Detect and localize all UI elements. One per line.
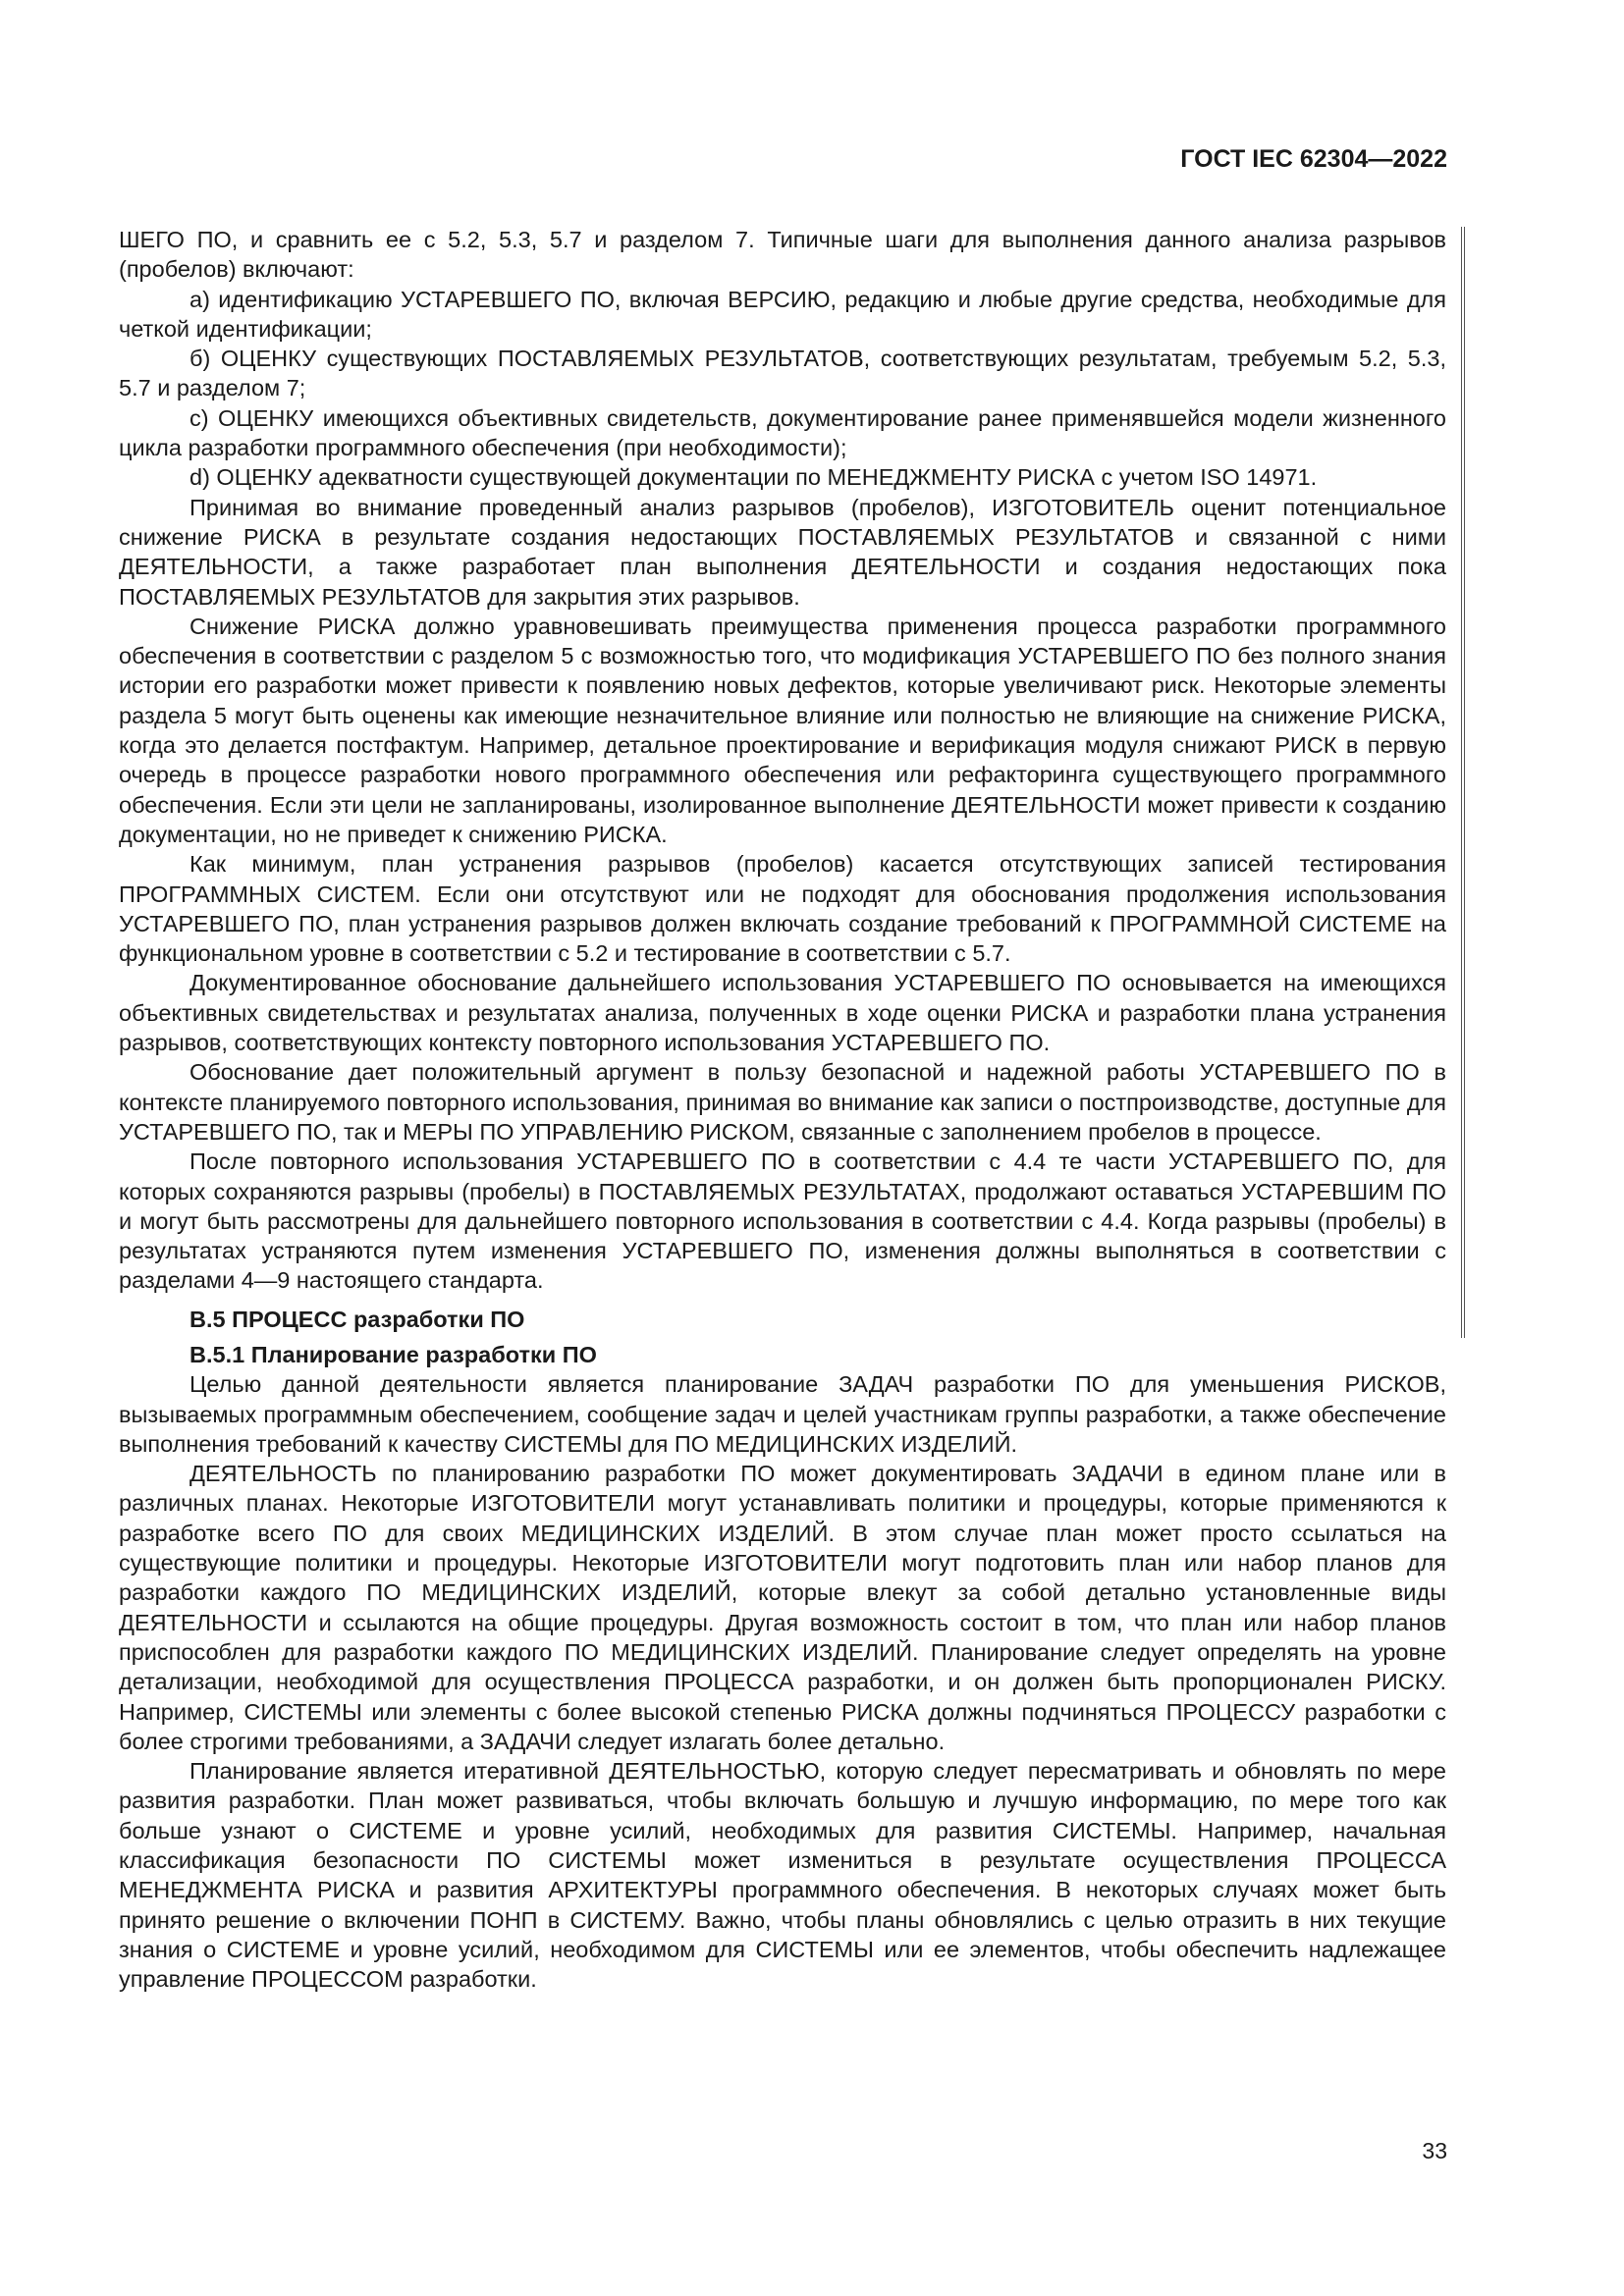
section-heading: B.5 ПРОЦЕСС разработки ПО xyxy=(189,1306,525,1332)
list-item-a: a) идентификацию УСТАРЕВШЕГО ПО, включая ВЕРСИЮ, редакцию и любые другие средства, необходимые для четкой идентификации; xyxy=(119,286,1446,342)
paragraph: ДЕЯТЕЛЬНОСТЬ по планированию разработки ПО может документировать ЗАДАЧИ в едином плане или в различных планах. Некоторые ИЗГОТОВИТЕЛИ могут устанавливать политики и процедуры, которые применяются к разработке всего ПО для своих МЕДИЦИНСКИХ ИЗДЕЛИЙ. В этом случае план может просто ссылаться на существующие политики и процедуры. Некоторые ИЗГОТОВИТЕЛИ могут подготовить план или набор планов для разработки каждого ПО МЕДИЦИНСКИХ ИЗДЕЛИЙ, которые влекут за собой детально установленные виды ДЕЯТЕЛЬНОСТИ и ссылаются на общие процедуры. Другая возможность состоит в том, что план или набор планов приспособлен для разработки каждого ПО МЕДИЦИНСКИХ ИЗДЕЛИЙ. Планирование следует определять на уровне детализации, необходимой для осуществления ПРОЦЕССА разработки, и он должен быть пропорционален РИСКУ. Например, СИСТЕМЫ или элементы с более высокой степенью РИСКА должны подчиняться ПРОЦЕССУ разработки с более строгими требованиями, а ЗАДАЧИ следует излагать более детально. xyxy=(119,1461,1446,1754)
page-number: 33 xyxy=(1422,2138,1447,2163)
paragraph: Документированное обоснование дальнейшего использования УСТАРЕВШЕГО ПО основывается на имеющихся объективных свидетельствах и результатах анализа, полученных в ходе оценки РИСКА и разработки плана устранения разрывов, соответствующих контексту повторного использования УСТАРЕВШЕГО ПО. xyxy=(119,970,1446,1056)
page-body xyxy=(119,225,1446,1995)
paragraph: Целью данной деятельности является планирование ЗАДАЧ разработки ПО для уменьшения РИСКОВ, вызываемых программным обеспечением, сообщение задач и целей участникам группы разработки, а также обеспечение выполнения требований к качеству СИСТЕМЫ для ПО МЕДИЦИНСКИХ ИЗДЕЛИЙ. xyxy=(119,1371,1446,1457)
paragraph: После повторного использования УСТАРЕВШЕГО ПО в соответствии с 4.4 те части УСТАРЕВШЕГО ПО, для которых сохраняются разрывы (пробелы) в ПОСТАВЛЯЕМЫХ РЕЗУЛЬТАТАХ, продолжают оставаться УСТАРЕВШИМ ПО и могут быть рассмотрены для дальнейшего повторного использования в соответствии с 4.4. Когда разрывы (пробелы) в результатах устраняются путем изменения УСТАРЕВШЕГО ПО, изменения должны выполняться в соответствии с разделами 4—9 настоящего стандарта. xyxy=(119,1148,1446,1294)
document-header: ГОСТ IEC 62304—2022 xyxy=(1180,145,1447,173)
paragraph: Принимая во внимание проведенный анализ разрывов (пробелов), ИЗГОТОВИТЕЛЬ оценит потенциальное снижение РИСКА в результате создания недостающих ПОСТАВЛЯЕМЫХ РЕЗУЛЬТАТОВ и связанной с ними ДЕЯТЕЛЬНОСТИ, а также разработает план выполнения ДЕЯТЕЛЬНОСТИ и создания недостающих пока ПОСТАВЛЯЕМЫХ РЕЗУЛЬТАТОВ для закрытия этих разрывов. xyxy=(119,494,1446,610)
list-item-b: б) ОЦЕНКУ существующих ПОСТАВЛЯЕМЫХ РЕЗУЛЬТАТОВ, соответствующих результатам, требуемым 5.2, 5.3, 5.7 и разделом 7; xyxy=(119,346,1446,401)
subsection-heading: B.5.1 Планирование разработки ПО xyxy=(189,1341,597,1367)
paragraph: Как минимум, план устранения разрывов (пробелов) касается отсутствующих записей тестирования ПРОГРАММНЫХ СИСТЕМ. Если они отсутствуют или не подходят для обоснования продолжения использования УСТАРЕВШЕГО ПО, план устранения разрывов должен включать создание требований к ПРОГРАММНОЙ СИСТЕМЕ на функциональном уровне в соответствии с 5.2 и тестирование в соответствии с 5.7. xyxy=(119,851,1446,967)
list-item-d: d) ОЦЕНКУ адекватности существующей документации по МЕНЕДЖМЕНТУ РИСКА с учетом ISO 14971. xyxy=(189,464,1318,491)
paragraph: Обоснование дает положительный аргумент в пользу безопасной и надежной работы УСТАРЕВШЕГО ПО в контексте планируемого повторного использования, принимая во внимание как записи о постпроизводстве, доступные для УСТАРЕВШЕГО ПО, так и МЕРЫ ПО УПРАВЛЕНИЮ РИСКОМ, связанные с заполнением пробелов в процессе. xyxy=(119,1059,1446,1145)
paragraph: Снижение РИСКА должно уравновешивать преимущества применения процесса разработки программного обеспечения в соответствии с разделом 5 с возможностью того, что модификация УСТАРЕВШЕГО ПО без полного знания истории его разработки может привести к появлению новых дефектов, которые увеличивают риск. Некоторые элементы раздела 5 могут быть оценены как имеющие незначительное влияние или полностью не влияющие на снижение РИСКА, когда это делается постфактум. Например, детальное проектирование и верификация модуля снижают РИСК в первую очередь в процессе разработки нового программного обеспечения или рефакторинга существующего программного обеспечения. Если эти цели не запланированы, изолированное выполнение ДЕЯТЕЛЬНОСТИ может привести к созданию документации, но не приведет к снижению РИСКА. xyxy=(119,613,1446,847)
list-item-c: c) ОЦЕНКУ имеющихся объективных свидетельств, документирование ранее применявшейся модели жизненного цикла разработки программного обеспечения (при необходимости); xyxy=(119,404,1446,461)
paragraph: ШЕГО ПО, и сравнить ее с 5.2, 5.3, 5.7 и разделом 7. Типичные шаги для выполнения данного анализа разрывов (пробелов) включают: xyxy=(119,227,1446,283)
change-bar xyxy=(1461,227,1465,1338)
paragraph: Планирование является итеративной ДЕЯТЕЛЬНОСТЬЮ, которую следует пересматривать и обновлять по мере развития разработки. План может развиваться, чтобы включать большую и лучшую информацию, по мере того как больше узнают о СИСТЕМЕ и уровне усилий, необходимых для развития СИСТЕМЫ. Например, начальная классификация безопасности ПО СИСТЕМЫ может измениться в результате осуществления ПРОЦЕССА МЕНЕДЖМЕНТА РИСКА и развития АРХИТЕКТУРЫ программного обеспечения. В некоторых случаях может быть принято решение о включении ПОНП в СИСТЕМУ. Важно, чтобы планы обновлялись с целью отразить в них текущие знания о СИСТЕМЕ и уровне усилий, необходимом для СИСТЕМЫ или ее элементов, чтобы обеспечить надлежащее управление ПРОЦЕССОМ разработки. xyxy=(119,1758,1446,1993)
